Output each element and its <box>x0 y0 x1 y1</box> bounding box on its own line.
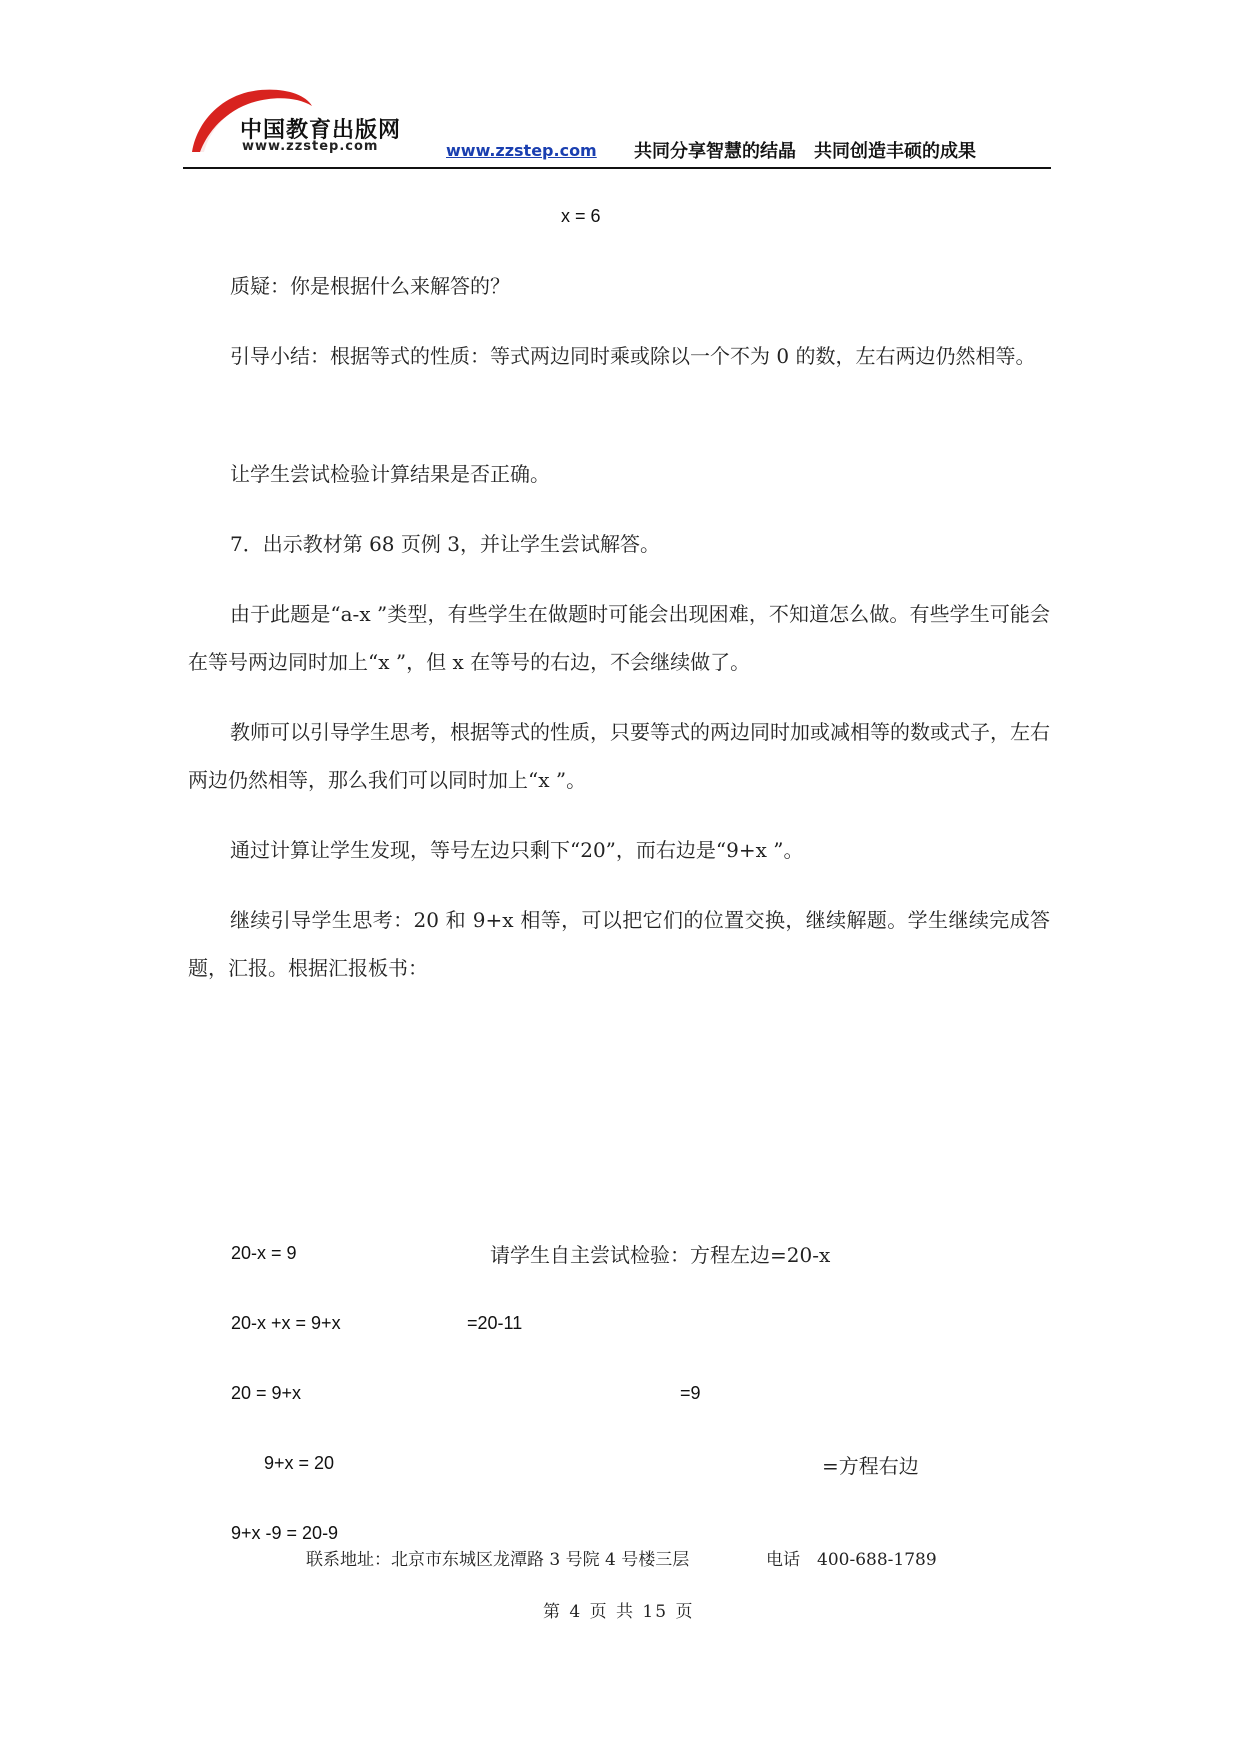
solution-step-4: 9+x = 20 <box>264 1453 335 1473</box>
paragraph-verify: 让学生尝试检验计算结果是否正确。 <box>230 462 550 486</box>
logo-text: 中国教育出版网 <box>240 117 402 143</box>
footer-address: 联系地址：北京市东城区龙潭路 3 号院 4 号楼三层 <box>306 1550 690 1570</box>
header-website-link[interactable]: www.zzstep.com <box>446 141 597 160</box>
header-slogan: 共同分享智慧的结晶 共同创造丰硕的成果 <box>634 141 976 162</box>
solution-step-1: 20-x = 9 <box>231 1243 297 1263</box>
paragraph-discover: 通过计算让学生发现，等号左边只剩下“20”，而右边是“9+x ”。 <box>230 838 804 862</box>
logo-url: www.zzstep.com <box>242 139 379 154</box>
solution-step-5: 9+x -9 = 20-9 <box>231 1523 339 1543</box>
solution-step-3: 20 = 9+x <box>231 1383 302 1403</box>
check-line-1: =20-11 <box>467 1313 523 1333</box>
check-line-3: =方程右边 <box>822 1454 919 1478</box>
paragraph-continue: 继续引导学生思考：20 和 9+x 相等，可以把它们的位置交换，继续解题。学生继续完成答题，汇报。根据汇报板书： <box>188 908 1050 980</box>
header-divider <box>183 167 1051 169</box>
footer-phone: 电话 400-688-1789 <box>766 1550 937 1570</box>
paragraph-difficulty: 由于此题是“a-x ”类型，有些学生在做题时可能会出现困难，不知道怎么做。有些学生可能会在等号两边同时加上“x ”，但 x 在等号的右边，不会继续做了。 <box>188 602 1050 674</box>
equation-result: x = 6 <box>561 206 601 226</box>
check-intro: 请学生自主尝试检验：方程左边=20-x <box>490 1243 831 1267</box>
paragraph-summary: 引导小结：根据等式的性质：等式两边同时乘或除以一个不为 0 的数，左右两边仍然相等。 <box>230 344 1036 368</box>
check-line-2: =9 <box>680 1383 701 1403</box>
paragraph-step7: 7．出示教材第 68 页例 3，并让学生尝试解答。 <box>230 532 660 556</box>
paragraph-question: 质疑：你是根据什么来解答的？ <box>230 274 510 298</box>
paragraph-guide: 教师可以引导学生思考，根据等式的性质，只要等式的两边同时加或减相等的数或式子，左右两边仍然相等，那么我们可以同时加上“x ”。 <box>188 720 1050 792</box>
solution-step-2: 20-x +x = 9+x <box>231 1313 341 1333</box>
page-number: 第 4 页 共 15 页 <box>543 1602 695 1622</box>
